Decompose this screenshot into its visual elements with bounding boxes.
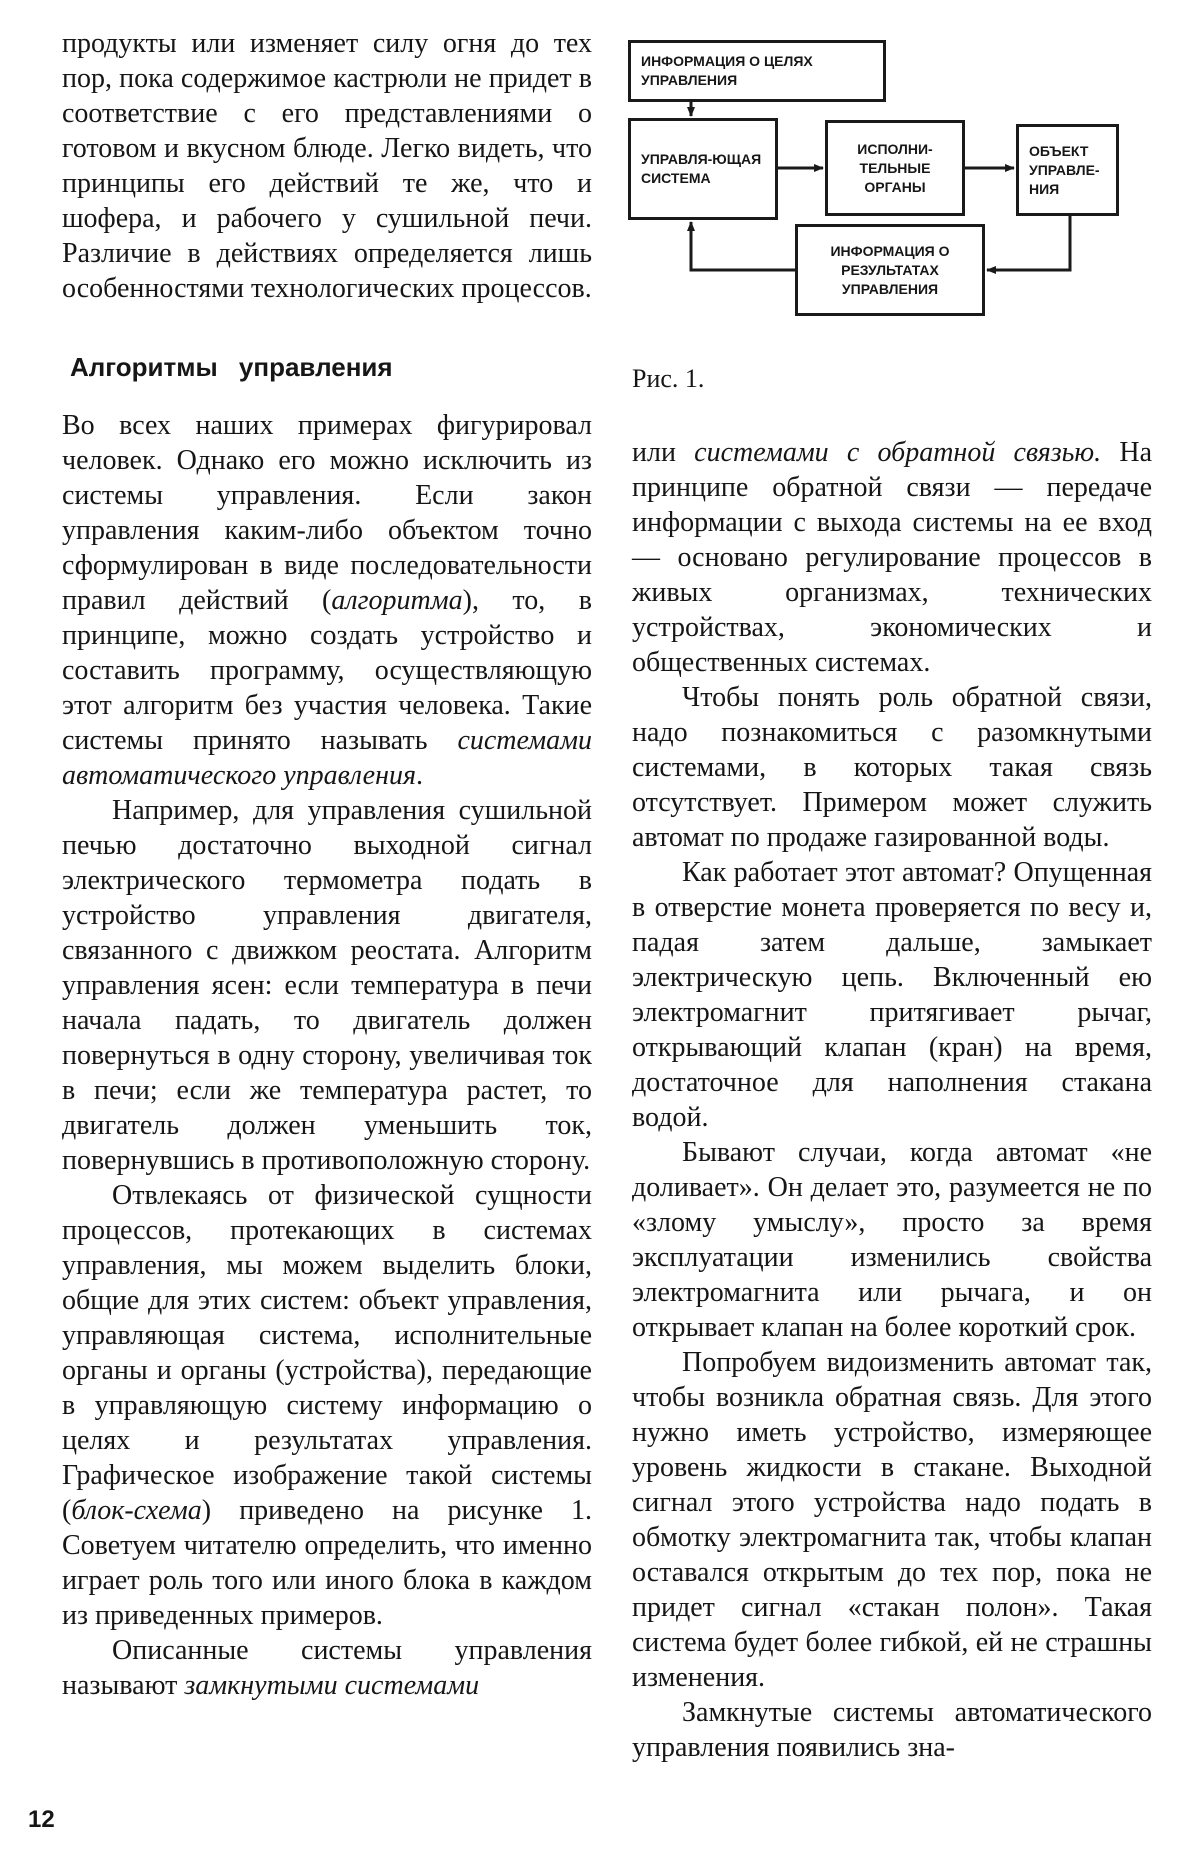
paragraph: Например, для управления сушильной печью достаточно выходной сигнал электрического термометра подать в устройство управления двигателя, связанного с движком реостата. Алгоритм управления ясен: если температура в печи начала падать, то двигатель должен повернуться в одну сторону, увеличивая ток в печи; если же температура растет, то двигатель должен уменьшить ток, повернувшись в противоположную сторону. (62, 795, 592, 1176)
page-number: 12 (28, 1806, 55, 1833)
paragraph: Во всех наших примерах фигурировал человек. Однако его можно исключить из системы управления. Если закон управления каким-либо объектом точно сформулирован в виде последовательности правил действий (алгоритма), то, в принципе, можно создать устройство и составить программу, осуществляющую этот алгоритм без участия человека. Такие системы принято называть системами автоматического управления. (62, 410, 592, 791)
block-feedback-info (795, 224, 985, 316)
block-control-system (628, 118, 778, 220)
paragraph: Попробуем видоизменить автомат так, чтобы возникла обратная связь. Для этого нужно иметь устройство, измеряющее уровень жидкости в стакане. Выходной сигнал этого устройства надо подать в обмотку электромагнита так, чтобы клапан оставался открытым до тех пор, пока не придет сигнал «стакан полон». Такая система будет более гибкой, ей не страшны изменения. (632, 1347, 1152, 1693)
paragraph: Отвлекаясь от физической сущности процессов, протекающих в системах управления, мы можем выделить блоки, общие для этих систем: объект управления, управляющая система, исполнительные органы и органы (устройства), передающие в управляющую систему информацию о целях и результатах управления. Графическое изображение такой системы (блок-схема) приведено на рисунке 1. Советуем читателю определить, что именно играет роль того или иного блока в каждом из приведенных примеров. (62, 1180, 592, 1631)
left-top-text (62, 26, 592, 306)
block-actuators-label: ИСПОЛНИ-ТЕЛЬНЫЕ ОРГАНЫ (857, 140, 933, 195)
section-heading: Алгоритмы управления (70, 352, 393, 382)
paragraph: или системами с обратной связью. На принципе обратной связи — передаче информации с выхода системы на ее вход — основано регулирование процессов в живых организмах, технических устройствах, экономических и общественных системах. (632, 437, 1152, 678)
figure-caption: Рис. 1. (632, 364, 705, 393)
block-goals (628, 40, 886, 102)
paragraph: продукты или изменяет силу огня до тех пор, пока содержимое кастрюли не придет в соответствие с его представлениями о готовом и вкусном блюде. Легко видеть, что принципы его действий те же, что и шофера, и рабочего у сушильной печи. Различие в действиях определяется лишь особенностями технологических процессов. (62, 28, 592, 304)
paragraph: Бывают случаи, когда автомат «не доливает». Он делает это, разумеется не по «злому умыслу», просто за время эксплуатации изменились свойства электромагнита или рычага, и он открывает клапан на более короткий срок. (632, 1137, 1152, 1343)
paragraph: Как работает этот автомат? Опущенная в отверстие монета проверяется по весу и, падая затем дальше, замыкает электрическую цепь. Включенный ею электромагнит притягивает рычаг, открывающий клапан (кран) на время, достаточное для наполнения стакана водой. (632, 857, 1152, 1133)
paragraph: Замкнутые системы автоматического управления появились зна- (632, 1697, 1152, 1763)
block-object-label: ОБЪЕКТ УПРАВЛЕ-НИЯ (1029, 142, 1100, 197)
block-goals-label: ИНФОРМАЦИЯ О ЦЕЛЯХ УПРАВЛЕНИЯ (641, 53, 813, 88)
right-column (632, 435, 1152, 1765)
arrow-object-to-feedback (987, 216, 1070, 270)
block-actuators (825, 120, 965, 216)
block-control-label: УПРАВЛЯ-ЮЩАЯ СИСТЕМА (641, 151, 762, 186)
block-control-object (1016, 124, 1119, 216)
block-diagram (625, 28, 1125, 328)
block-feedback-label: ИНФОРМАЦИЯ О РЕЗУЛЬТАТАХ УПРАВЛЕНИЯ (830, 242, 950, 297)
left-column (62, 408, 592, 1703)
paragraph: Чтобы понять роль обратной связи, надо познакомиться с разомкнутыми системами, в которых такая связь отсутствует. Примером может служить автомат по продаже газированной воды. (632, 682, 1152, 853)
paragraph: Описанные системы управления называют замкнутыми системами (62, 1635, 592, 1701)
arrow-feedback-to-control (691, 222, 795, 270)
